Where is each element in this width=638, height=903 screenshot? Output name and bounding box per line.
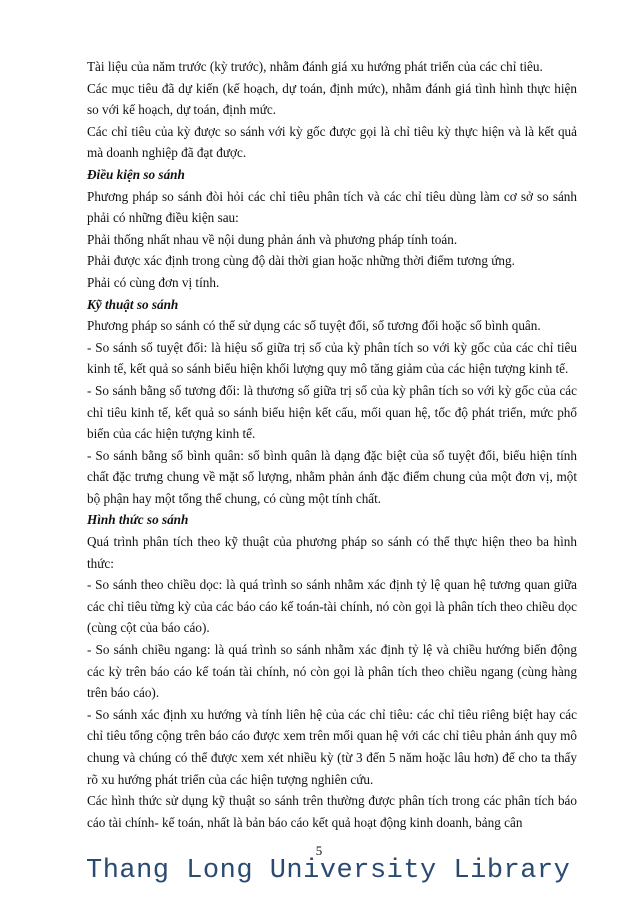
paragraph: - So sánh bằng số bình quân: số bình quân là dạng đặc biệt của số tuyệt đối, biểu hiện tính chất đặc trưng chung về mặt số lượng, nhằm phản ánh đặc điểm chung của một đơn vị, một bộ phận hay một tổng thể chung, có cùng một tính chất. (87, 447, 577, 506)
paragraph: Phương pháp so sánh có thể sử dụng các số tuyệt đối, số tương đối hoặc số bình quân. (87, 318, 541, 334)
paragraph: Phải có cùng đơn vị tính. (87, 274, 220, 290)
section-heading: Kỹ thuật so sánh (87, 296, 179, 312)
paragraph: Các hình thức sử dụng kỹ thuật so sánh trên thường được phân tích trong các phân tích báo cáo tài chính- kế toán, nhất là bản báo cáo kết quả hoạt động kinh doanh, bảng cân (87, 793, 577, 830)
paragraph: - So sánh bằng số tương đối: là thương số giữa trị số của kỳ phân tích so với kỳ gốc của các chỉ tiêu kinh tế, kết quả so sánh biểu hiện kết cấu, mối quan hệ, tốc độ phát triển, mức phổ biến của các hiện tượng kinh tế. (87, 382, 577, 442)
paragraph: Các chỉ tiêu của kỳ được so sánh với kỳ gốc được gọi là chỉ tiêu kỳ thực hiện và là kết quả mà doanh nghiệp đã đạt được. (87, 123, 577, 161)
paragraph: - So sánh theo chiều dọc: là quá trình so sánh nhằm xác định tỷ lệ quan hệ tương quan giữa các chỉ tiêu từng kỳ của các báo cáo kế toán-tài chính, nó còn gọi là phân tích theo chiều dọc (cùng cột của báo cáo). (87, 577, 577, 636)
paragraph: Phải được xác định trong cùng độ dài thời gian hoặc những thời điểm tương ứng. (87, 253, 515, 269)
section-heading: Hình thức so sánh (87, 512, 189, 528)
paragraph: Phải thống nhất nhau về nội dung phản ánh và phương pháp tính toán. (87, 231, 458, 247)
paragraph: - So sánh xác định xu hướng và tính liên hệ của các chỉ tiêu: các chỉ tiêu riêng biệt hay các chỉ tiêu tổng cộng trên báo cáo được xem trên mối quan hệ với các chỉ tiêu phản ánh quy mô chung và chúng có thể được xem xét nhiều kỳ (từ 3 đến 5 năm hoặc lâu hơn) để cho ta thấy rõ xu hướng phát triển của các hiện tượng nghiên cứu. (87, 706, 577, 787)
paragraph: Tài liệu của năm trước (kỳ trước), nhằm đánh giá xu hướng phát triển của các chỉ tiêu. (87, 59, 543, 74)
paragraph: Các mục tiêu đã dự kiến (kế hoạch, dự toán, định mức), nhằm đánh giá tình hình thực hiện so với kế hoạch, dự toán, định mức. (87, 80, 577, 118)
document-body (87, 56, 577, 833)
section-heading: Điều kiện so sánh (87, 166, 185, 182)
library-watermark: Thang Long University Library (86, 856, 571, 886)
paragraph: - So sánh số tuyệt đối: là hiệu số giữa trị số của kỳ phân tích so với kỳ gốc của các chỉ tiêu kinh tế, kết quả so sánh biểu hiện khối lượng quy mô tăng giảm của các hiện tượng kinh tế. (87, 339, 577, 377)
page-number: 5 (315, 843, 323, 858)
paragraph: Phương pháp so sánh đòi hỏi các chỉ tiêu phân tích và các chỉ tiêu dùng làm cơ sở so sánh phải có những điều kiện sau: (87, 188, 577, 226)
paragraph: - So sánh chiều ngang: là quá trình so sánh nhằm xác định tỷ lệ và chiều hướng biến động các kỳ trên báo cáo kế toán tài chính, nó còn gọi là phân tích theo chiều ngang (cùng hàng trên báo cáo). (87, 642, 577, 701)
paragraph: Quá trình phân tích theo kỹ thuật của phương pháp so sánh có thể thực hiện theo ba hình thức: (87, 534, 577, 571)
